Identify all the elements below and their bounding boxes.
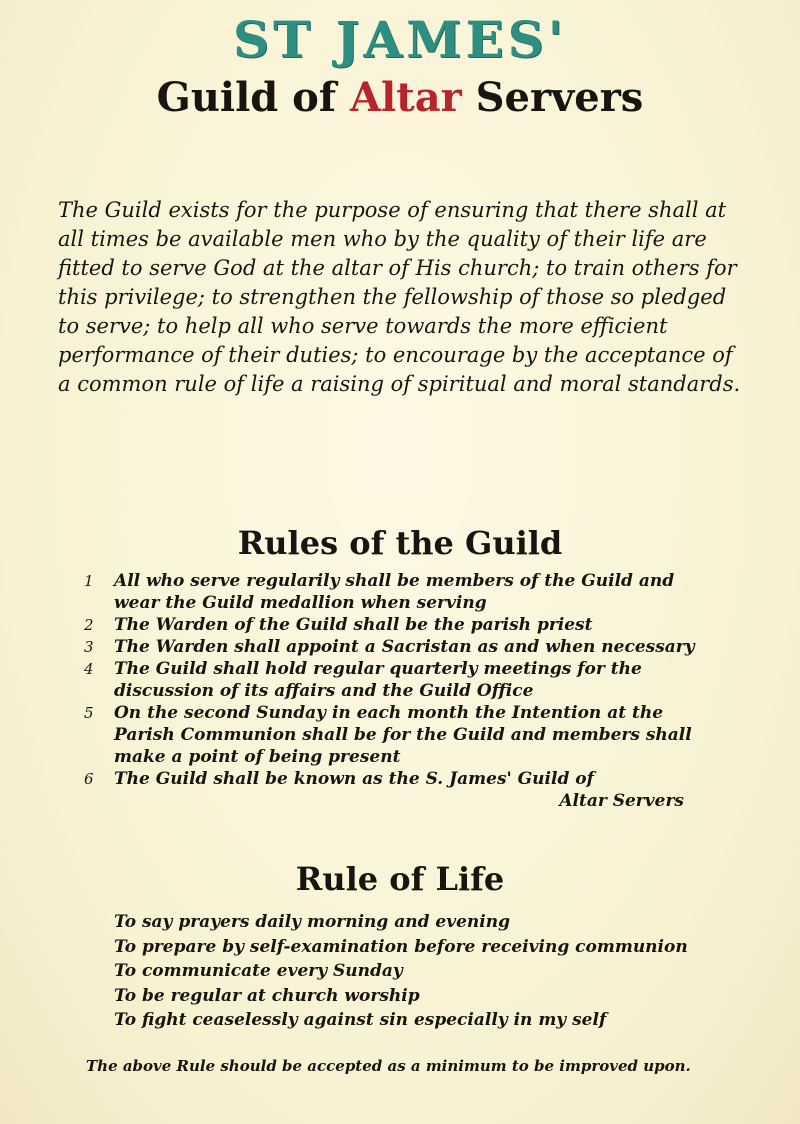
rule-number: 2 <box>84 616 94 634</box>
life-item: To fight ceaselessly against sin especially in my self <box>114 1010 607 1030</box>
life-item: To be regular at church worship <box>114 985 420 1006</box>
life-item: To say prayers daily morning and evening <box>114 912 510 932</box>
rule-text: On the second Sunday in each month the Intention at the Parish Communion shall be for the Guild and members shall make a point of being present <box>114 703 692 767</box>
rule-item <box>84 636 724 658</box>
title-st-james: ST JAMES' <box>232 10 568 69</box>
rule-number-blank <box>84 790 114 812</box>
rule-text: The Guild shall hold regular quarterly meetings for the discussion of its affairs and the Guild Office <box>114 659 642 701</box>
title-part-guild-of: Guild of <box>156 74 350 121</box>
intro-paragraph: The Guild exists for the purpose of ensuring that there shall at all times be available men who by the quality of their life are fitted to serve God at the altar of His church; to train others for this privilege; to strengthen the fellowship of those so pledged to serve; to help all who serve towards the more efficient performance of their duties; to encourage by the acceptance of a common rule of life a raising of spiritual and moral standards. <box>58 198 741 396</box>
title-part-altar: Altar <box>350 74 476 121</box>
rule-text: The Warden of the Guild shall be the parish priest <box>114 615 593 635</box>
rule-of-life-list <box>114 910 714 1033</box>
rule-number: 1 <box>84 572 94 590</box>
rule-item <box>84 658 724 702</box>
title-guild-of-altar-servers <box>0 74 800 121</box>
rule-text: The Guild shall be known as the S. James' Guild of <box>114 769 594 789</box>
rules-list <box>84 570 724 812</box>
rule-number: 3 <box>84 638 94 656</box>
title-part-servers: Servers <box>475 74 644 121</box>
rule-number: 6 <box>84 770 94 788</box>
life-item: To communicate every Sunday <box>114 961 403 981</box>
life-item: To prepare by self-examination before receiving communion <box>114 936 688 957</box>
footer-note: The above Rule should be accepted as a minimum to be improved upon. <box>86 1057 691 1075</box>
rule-item <box>84 702 724 768</box>
rule-of-life-heading: Rule of Life <box>295 860 505 898</box>
rule-item-continuation <box>84 790 724 812</box>
rule-number: 4 <box>84 660 94 678</box>
rules-heading: Rules of the Guild <box>237 524 563 562</box>
rule-item <box>84 570 724 614</box>
rule-item <box>84 768 724 790</box>
rule-text: The Warden shall appoint a Sacristan as and when necessary <box>114 637 695 657</box>
rule-text: All who serve regularily shall be members of the Guild and wear the Guild medallion when serving <box>114 571 675 613</box>
rule-number: 5 <box>84 704 94 722</box>
rule-item <box>84 614 724 636</box>
rule-text-tail: Altar Servers <box>559 791 684 811</box>
